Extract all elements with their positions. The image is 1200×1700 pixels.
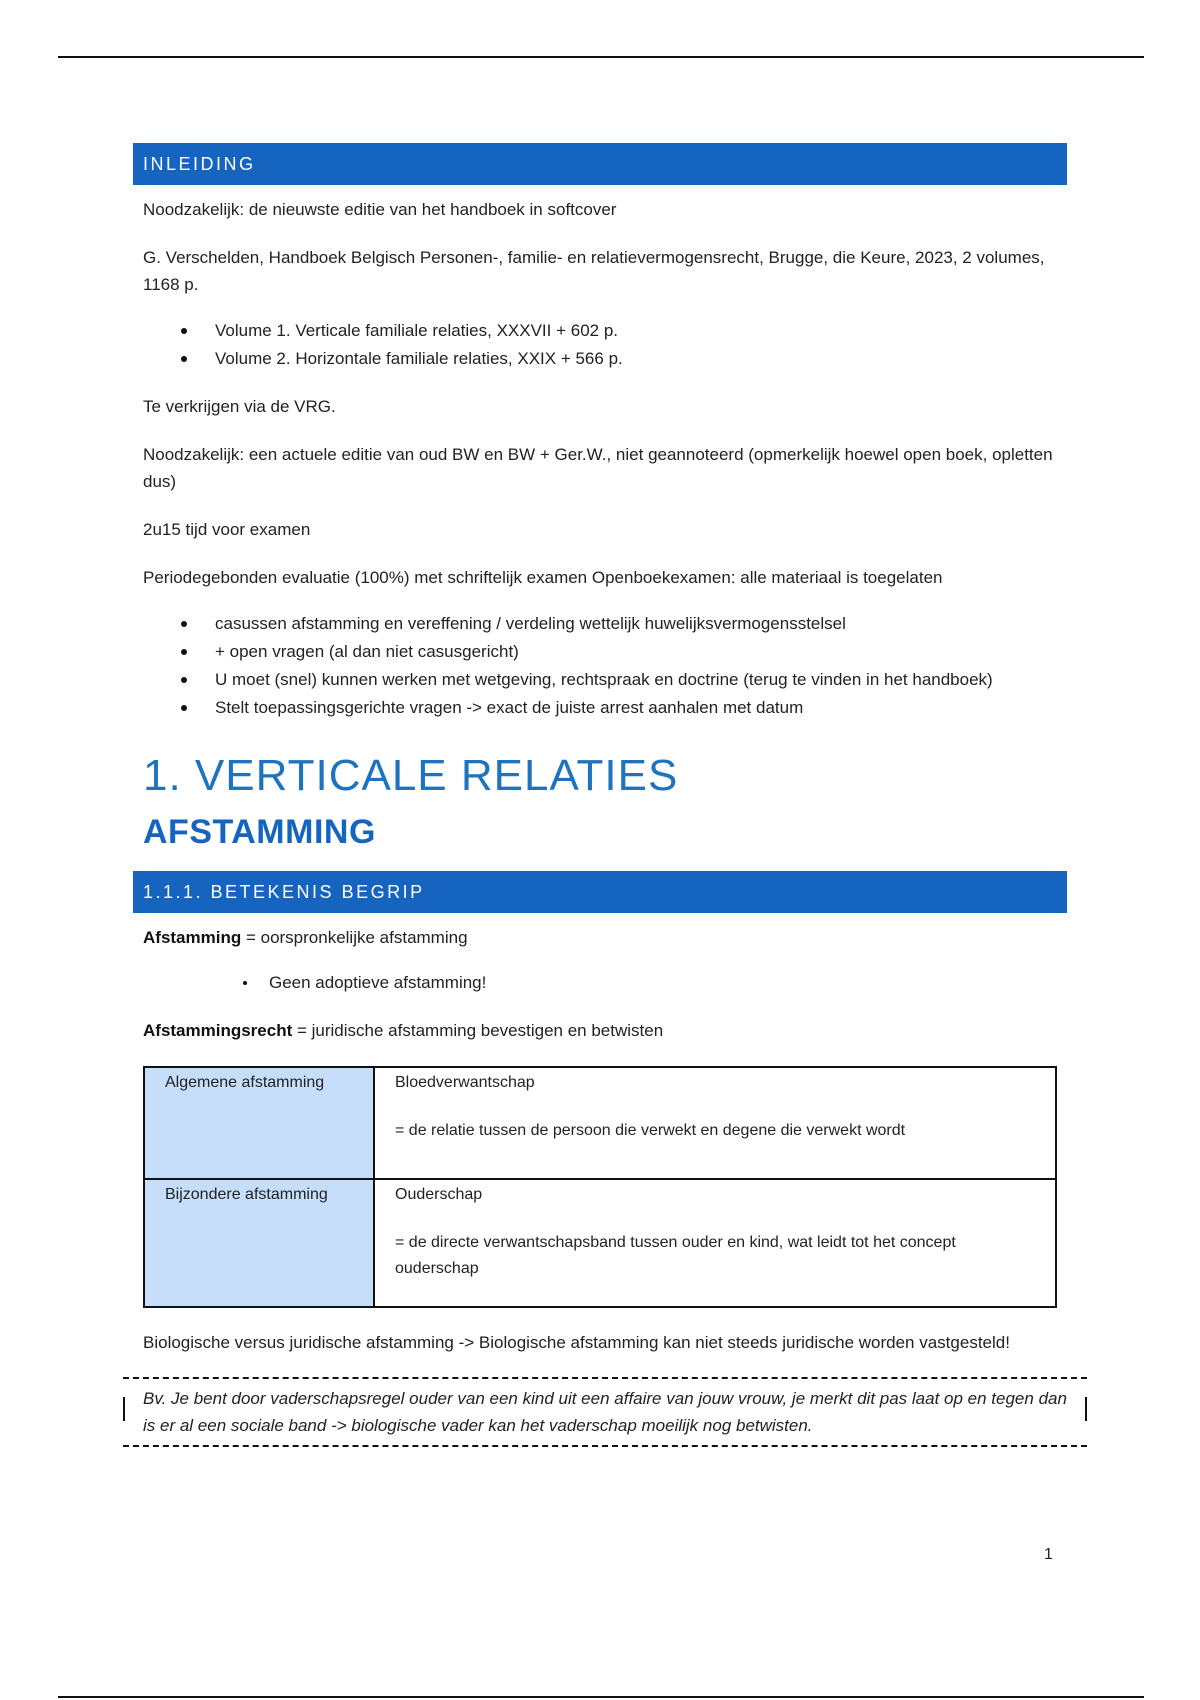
definition-text: = oorspronkelijke afstamming	[241, 928, 468, 947]
paragraph: 2u15 tijd voor examen	[143, 520, 311, 539]
chapter-subtitle: AFSTAMMING	[143, 813, 376, 851]
table-cell-description	[374, 1179, 1056, 1307]
section-heading-inleiding: INLEIDING	[133, 143, 1067, 185]
section-heading-betekenis: 1.1.1. BETEKENIS BEGRIP	[133, 871, 1067, 913]
paragraph: Te verkrijgen via de VRG.	[143, 397, 336, 416]
list-item: Volume 2. Horizontale familiale relaties, XXIX + 566 p.	[133, 345, 1067, 372]
list-item: U moet (snel) kunnen werken met wetgeving, rechtspraak en doctrine (terug te vinden in het handboek)	[133, 666, 1067, 693]
term: Afstammingsrecht	[143, 1021, 293, 1040]
definitions-table	[143, 1066, 1057, 1308]
cell-desc: = de directe verwantschapsband tussen ouder en kind, wat leidt tot het concept ouderschap	[395, 1234, 956, 1277]
chapter-title: 1. VERTICALE RELATIES	[143, 751, 679, 800]
table-cell-term: Bijzondere afstamming	[144, 1179, 374, 1307]
paragraph: Noodzakelijk: een actuele editie van oud BW en BW + Ger.W., niet geannoteerd (opmerkelijk hoewel open boek, opletten dus)	[143, 445, 1053, 491]
example-text: Bv. Je bent door vaderschapsregel ouder van een kind uit een affaire van jouw vrouw, je merkt dit pas laat op en tegen dan is er al een sociale band -> biologische vader kan het vaderschap moeilijk nog betwisten.	[143, 1389, 1067, 1435]
definition-afstamming	[133, 924, 1067, 951]
cell-name: Ouderschap	[395, 1186, 483, 1203]
paragraph: Periodegebonden evaluatie (100%) met schriftelijk examen Openboekexamen: alle materiaal is toegelaten	[143, 568, 943, 587]
document-body	[133, 143, 1067, 1447]
list-item: Volume 1. Verticale familiale relaties, XXXVII + 602 p.	[133, 317, 1067, 344]
header-rule	[58, 56, 1144, 58]
list-item: Geen adoptieve afstamming!	[133, 969, 1067, 996]
list-item: casussen afstamming en vereffening / verdeling wettelijk huwelijksvermogensstelsel	[133, 610, 1067, 637]
volume-list	[133, 317, 1067, 372]
table-cell-term: Algemene afstamming	[144, 1067, 374, 1179]
list-item: Stelt toepassingsgerichte vragen -> exact de juiste arrest aanhalen met datum	[133, 694, 1067, 721]
cell-name: Bloedverwantschap	[395, 1074, 535, 1091]
definition-text: = juridische afstamming bevestigen en betwisten	[292, 1021, 664, 1040]
table-row	[144, 1067, 1056, 1179]
paragraph: Noodzakelijk: de nieuwste editie van het handboek in softcover	[143, 200, 617, 219]
paragraph: Biologische versus juridische afstamming -> Biologische afstamming kan niet steeds juridische worden vastgesteld!	[143, 1333, 1010, 1352]
table-cell-description	[374, 1067, 1056, 1179]
term: Afstamming	[143, 928, 242, 947]
page-number: 1	[1044, 1546, 1053, 1563]
list-item: + open vragen (al dan niet casusgericht)	[133, 638, 1067, 665]
table-row	[144, 1179, 1056, 1307]
paragraph: G. Verschelden, Handboek Belgisch Personen-, familie- en relatievermogensrecht, Brugge, die Keure, 2023, 2 volumes, 1168 p.	[143, 248, 1045, 294]
exam-list	[133, 610, 1067, 721]
definition-afstammingsrecht	[133, 1017, 1067, 1044]
example-box	[123, 1377, 1087, 1447]
cell-desc: = de relatie tussen de persoon die verwekt en degene die verwekt wordt	[395, 1122, 906, 1139]
footer-rule	[58, 1696, 1144, 1698]
